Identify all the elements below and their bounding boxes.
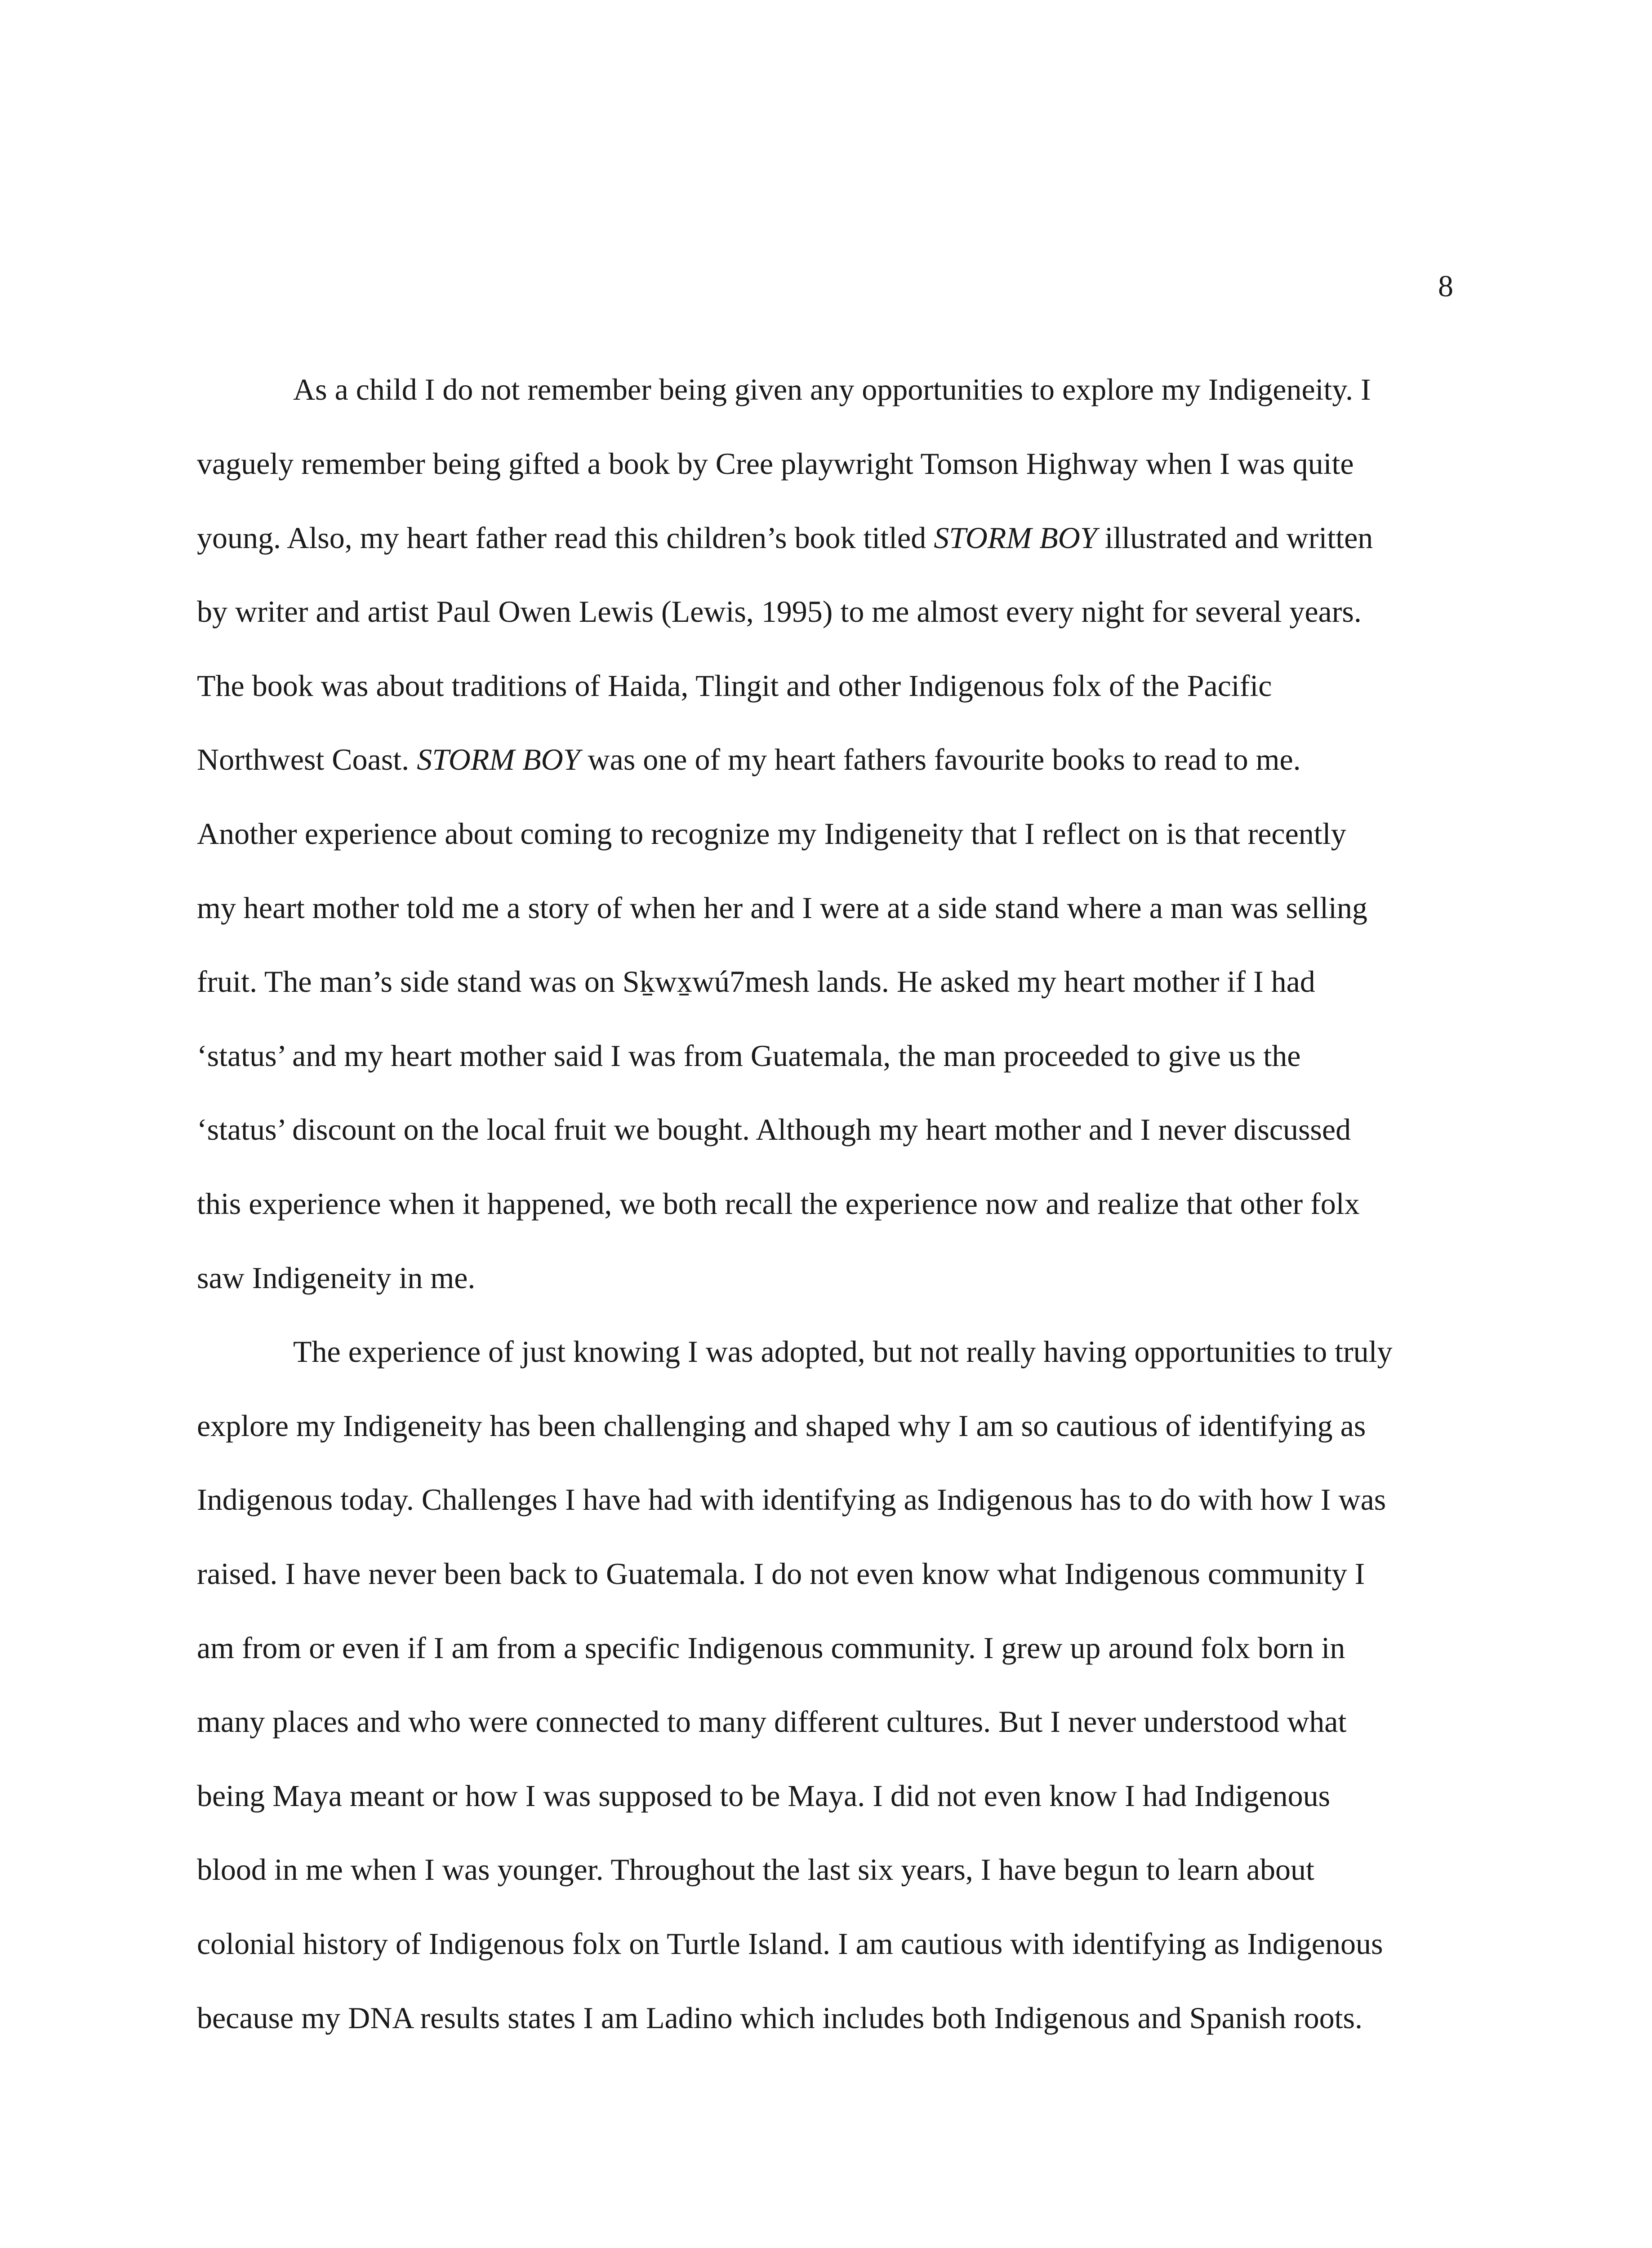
text-segment: saw Indigeneity in me. xyxy=(197,1260,476,1295)
text-segment: Indigenous today. Challenges I have had with identifying as Indigenous has to do with how I was xyxy=(197,1482,1386,1517)
text-segment: was one of my heart fathers favourite books to read to me. xyxy=(580,742,1301,777)
text-segment: am from or even if I am from a specific Indigenous community. I grew up around folx born in xyxy=(197,1630,1345,1665)
text-segment: illustrated and written xyxy=(1097,520,1373,555)
text-segment: fruit. The man’s side stand was on Sḵwx̱wú7mesh lands. He asked my heart mother if I had xyxy=(197,964,1315,999)
text-line xyxy=(197,1040,1652,1071)
text-line xyxy=(197,448,1652,479)
text-line xyxy=(197,2000,1652,2035)
text-segment: Another experience about coming to recognize my Indigeneity that I reflect on is that recently xyxy=(197,816,1346,851)
text-segment: blood in me when I was younger. Throughout the last six years, I have begun to learn about xyxy=(197,1852,1314,1887)
text-segment: colonial history of Indigenous folx on Turtle Island. I am cautious with identifying as Indigenous xyxy=(197,1927,1383,1961)
text-line xyxy=(197,966,1652,997)
text-line xyxy=(197,1262,1652,1293)
text-segment: young. Also, my heart father read this children’s book titled xyxy=(197,520,934,555)
text-segment: raised. I have never been back to Guatemala. I do not even know what Indigenous community I xyxy=(197,1557,1365,1591)
text-line xyxy=(197,1632,1652,1663)
text-line xyxy=(293,1336,1652,1367)
text-line xyxy=(197,818,1652,849)
text-segment: by writer and artist Paul Owen Lewis (Lewis, 1995) to me almost every night for several years. xyxy=(197,594,1362,629)
book-title: STORM BOY xyxy=(417,742,580,777)
text-line xyxy=(197,1854,1652,1885)
text-segment: explore my Indigeneity has been challenging and shaped why I am so cautious of identifying as xyxy=(197,1408,1366,1443)
text-segment: The experience of just knowing I was adopted, but not really having opportunities to truly xyxy=(293,1334,1393,1369)
text-line xyxy=(197,1928,1652,1959)
text-line xyxy=(197,596,1652,627)
text-segment: because my DNA results states I am Ladino which includes both Indigenous and Spanish roots. xyxy=(197,2000,1363,2035)
text-segment: ‘status’ discount on the local fruit we bought. Although my heart mother and I never discussed xyxy=(197,1112,1351,1147)
text-line xyxy=(197,1188,1652,1219)
text-line xyxy=(197,522,1652,553)
page-number: 8 xyxy=(1438,269,1453,303)
text-line xyxy=(197,744,1652,775)
text-line xyxy=(197,1780,1652,1811)
text-line xyxy=(197,670,1652,701)
text-line xyxy=(197,1114,1652,1145)
text-segment: ‘status’ and my heart mother said I was from Guatemala, the man proceeded to give us the xyxy=(197,1038,1301,1073)
text-line xyxy=(197,1484,1652,1515)
text-line xyxy=(197,1558,1652,1589)
text-line xyxy=(197,892,1652,923)
text-segment: The book was about traditions of Haida, Tlingit and other Indigenous folx of the Pacific xyxy=(197,668,1272,703)
text-segment: Northwest Coast. xyxy=(197,742,417,777)
book-title: STORM BOY xyxy=(934,520,1097,555)
text-segment: my heart mother told me a story of when her and I were at a side stand where a man was selling xyxy=(197,890,1367,925)
text-segment: vaguely remember being gifted a book by Cree playwright Tomson Highway when I was quite xyxy=(197,446,1354,481)
text-segment: As a child I do not remember being given any opportunities to explore my Indigeneity. I xyxy=(293,372,1371,407)
text-line xyxy=(197,1706,1652,1737)
text-line xyxy=(293,374,1652,405)
text-segment: this experience when it happened, we both recall the experience now and realize that other folx xyxy=(197,1186,1360,1221)
text-segment: many places and who were connected to many different cultures. But I never understood what xyxy=(197,1704,1347,1739)
text-segment: being Maya meant or how I was supposed to be Maya. I did not even know I had Indigenous xyxy=(197,1778,1331,1813)
text-line xyxy=(197,1410,1652,1441)
